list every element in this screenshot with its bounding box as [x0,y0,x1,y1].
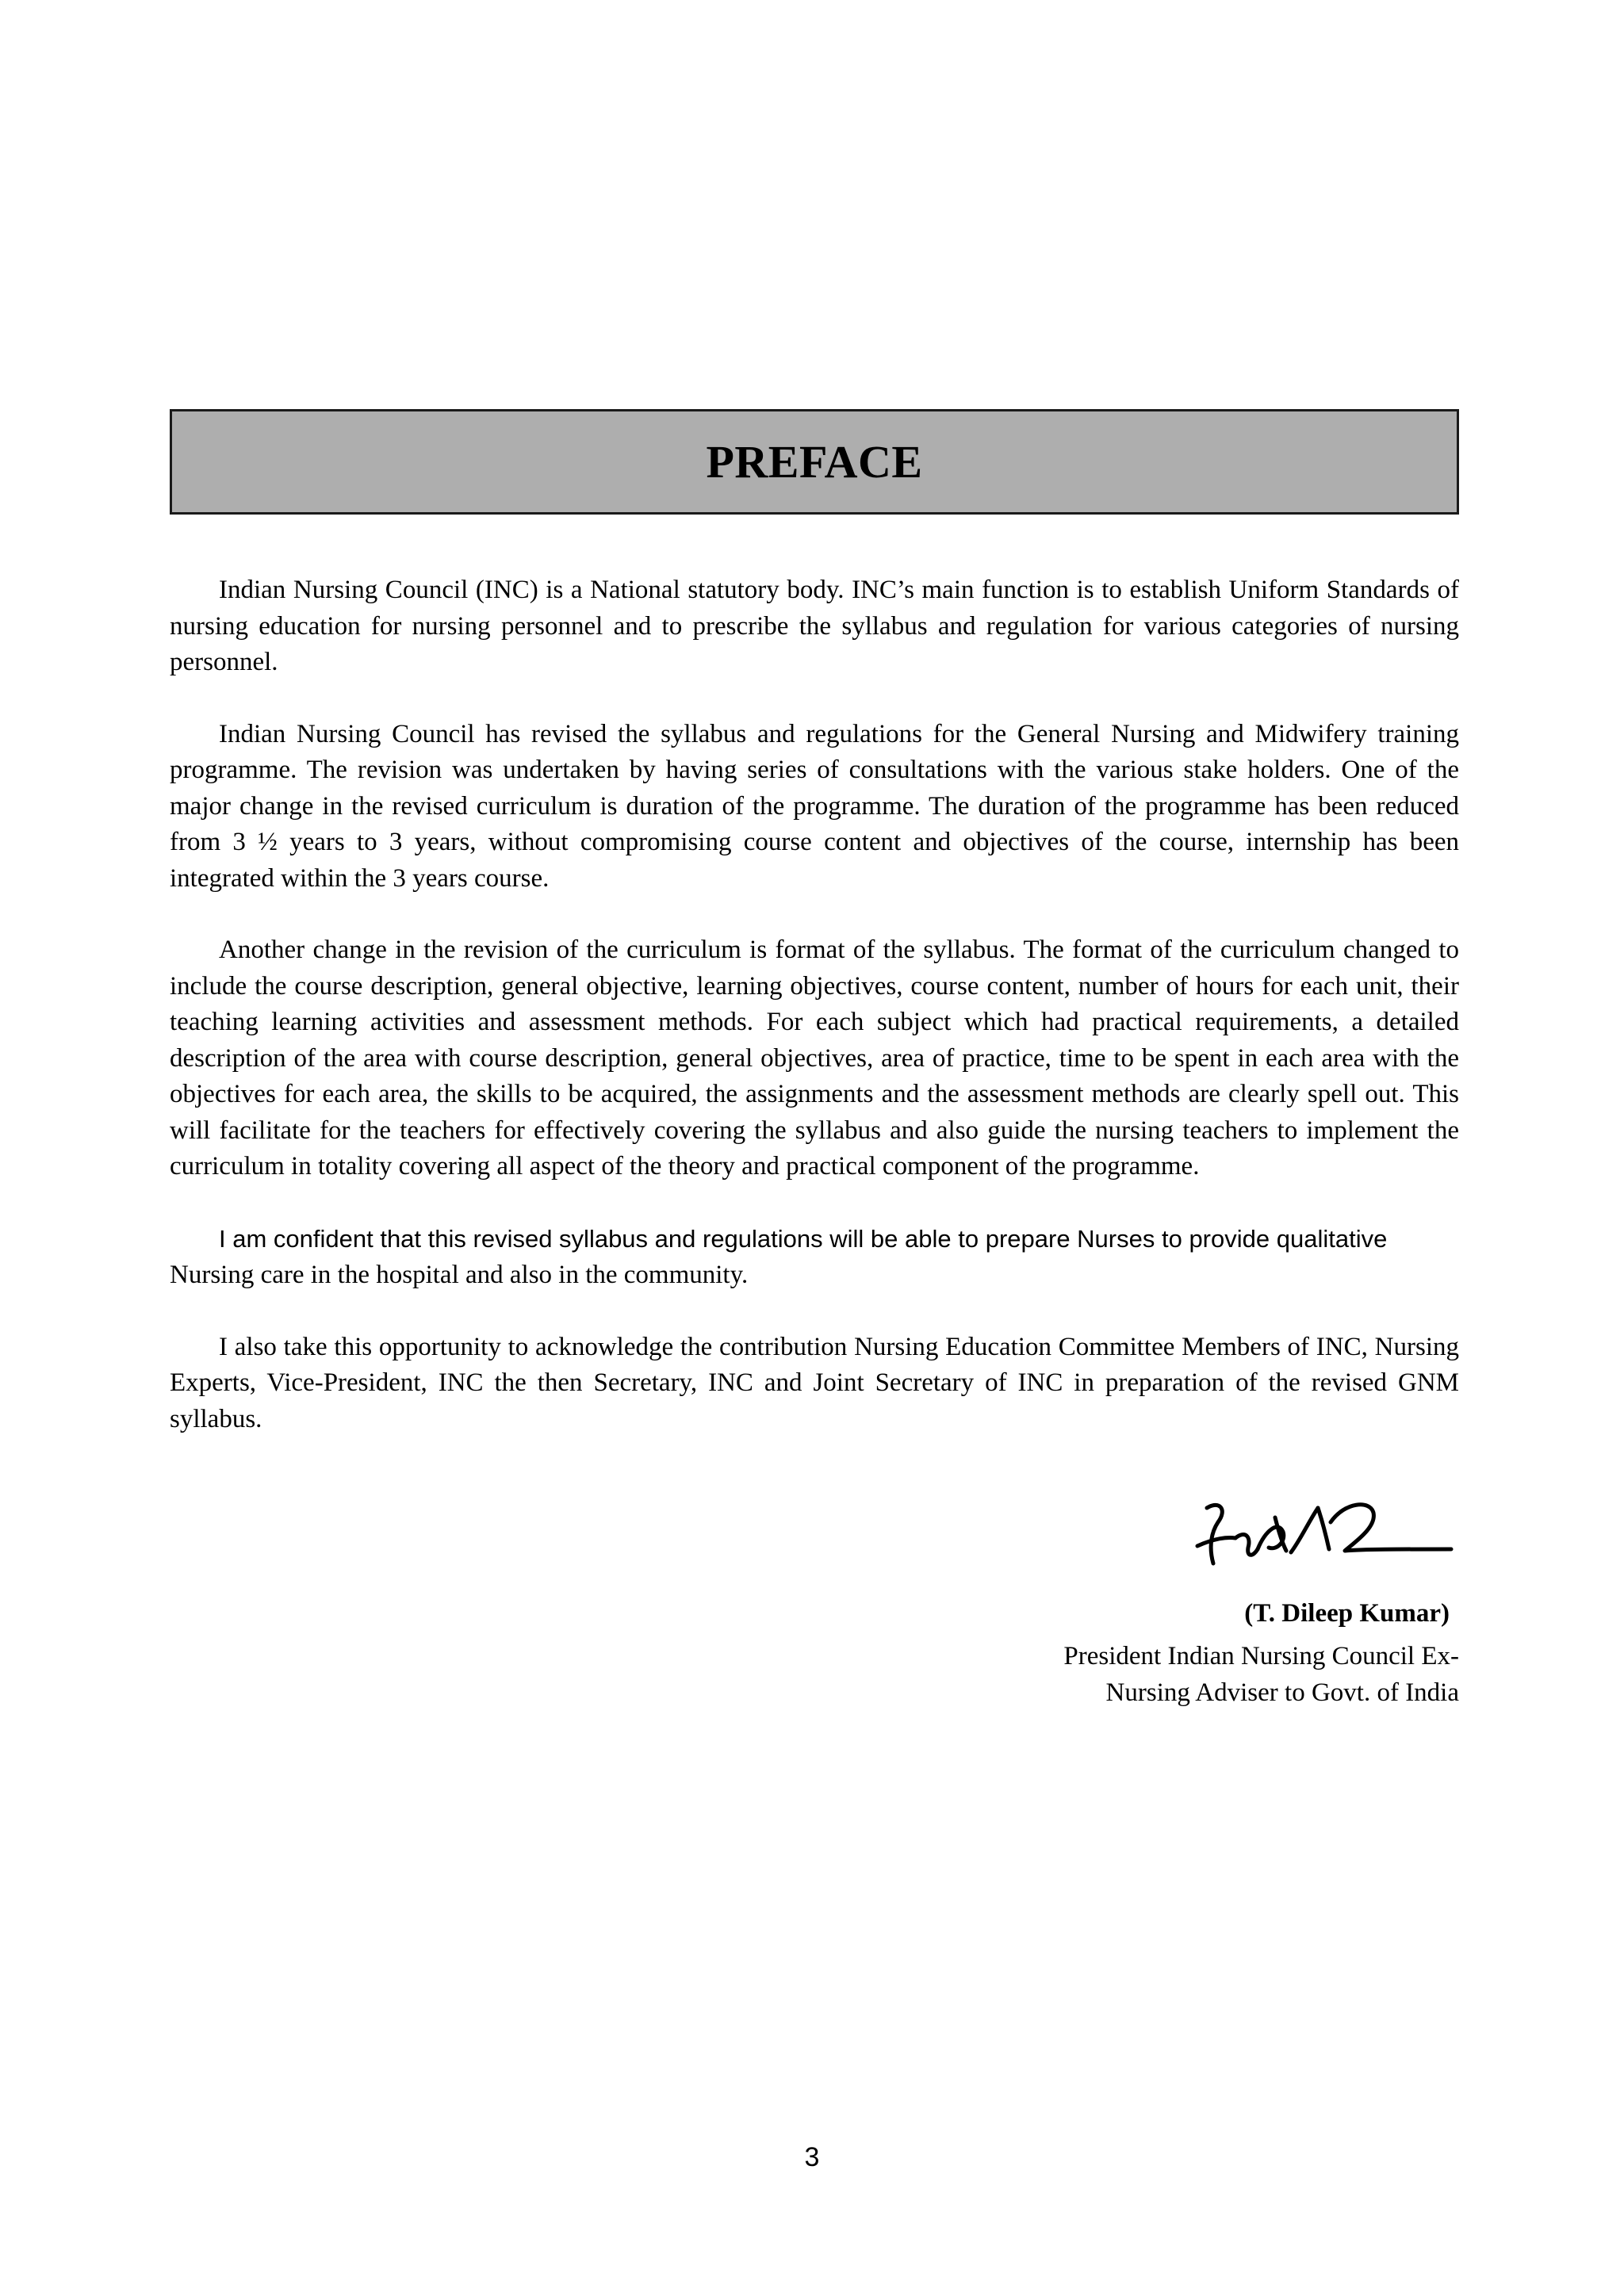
paragraph-1: Indian Nursing Council (INC) is a National statutory body. INC’s main function is to establish Uniform Standards of nursing education for nursing personnel and to prescribe the syllabus and regulation for various categories of nursing personnel. [170,576,1459,676]
signatory-name: (T. Dileep Kumar) [1244,1599,1450,1628]
signature-block [1063,1595,1459,1711]
handwritten-signature [1189,1490,1463,1578]
preface-body [170,572,1459,1473]
paragraph-3: Another change in the revision of the curriculum is format of the syllabus. The format of the curriculum changed to include the course description, general objective, learning objectives, course content, number of hours for each unit, their teaching learning activities and assessment methods. For each subject which had practical requirements, a detailed description of the area with course description, general objectives, area of practice, time to be spent in each area with the objectives for each area, the skills to be acquired, the assignments and the assessment methods are clearly spell out. This will facilitate for the teachers for effectively covering the syllabus and also guide the nursing teachers to implement the curriculum in totality covering all aspect of the theory and practical component of the programme. [170,936,1459,1181]
page-title: PREFACE [706,436,923,488]
title-banner [170,409,1459,515]
paragraph-2: Indian Nursing Council has revised the syllabus and regulations for the General Nursing and Midwifery training programme. The revision was undertaken by having series of consultations with the various stake holders. One of the major change in the revised curriculum is duration of the programme. The duration of the programme has been reduced from 3 ½ years to 3 years, without compromising course content and objectives of the course, internship has been integrated within the 3 years course. [170,719,1459,893]
paragraph-5: I also take this opportunity to acknowledge the contribution Nursing Education Committee Members of INC, Nursing Experts, Vice-President, INC the then Secretary, INC and Joint Secretary of INC in preparation of the revised GNM syllabus. [170,1332,1459,1433]
signatory-title-line-2: Nursing Adviser to Govt. of India [1105,1678,1459,1707]
paragraph-4 [170,1221,1459,1294]
paragraph-4-rest: Nursing care in the hospital and also in the community. [170,1261,749,1289]
signatory-title-line-1: President Indian Nursing Council Ex- [1063,1642,1459,1670]
paragraph-4-lead: I am confident that this revised syllabus and regulations will be able to prepare Nurses to provide qualitative [219,1224,1388,1253]
page-number: 3 [804,2142,820,2172]
